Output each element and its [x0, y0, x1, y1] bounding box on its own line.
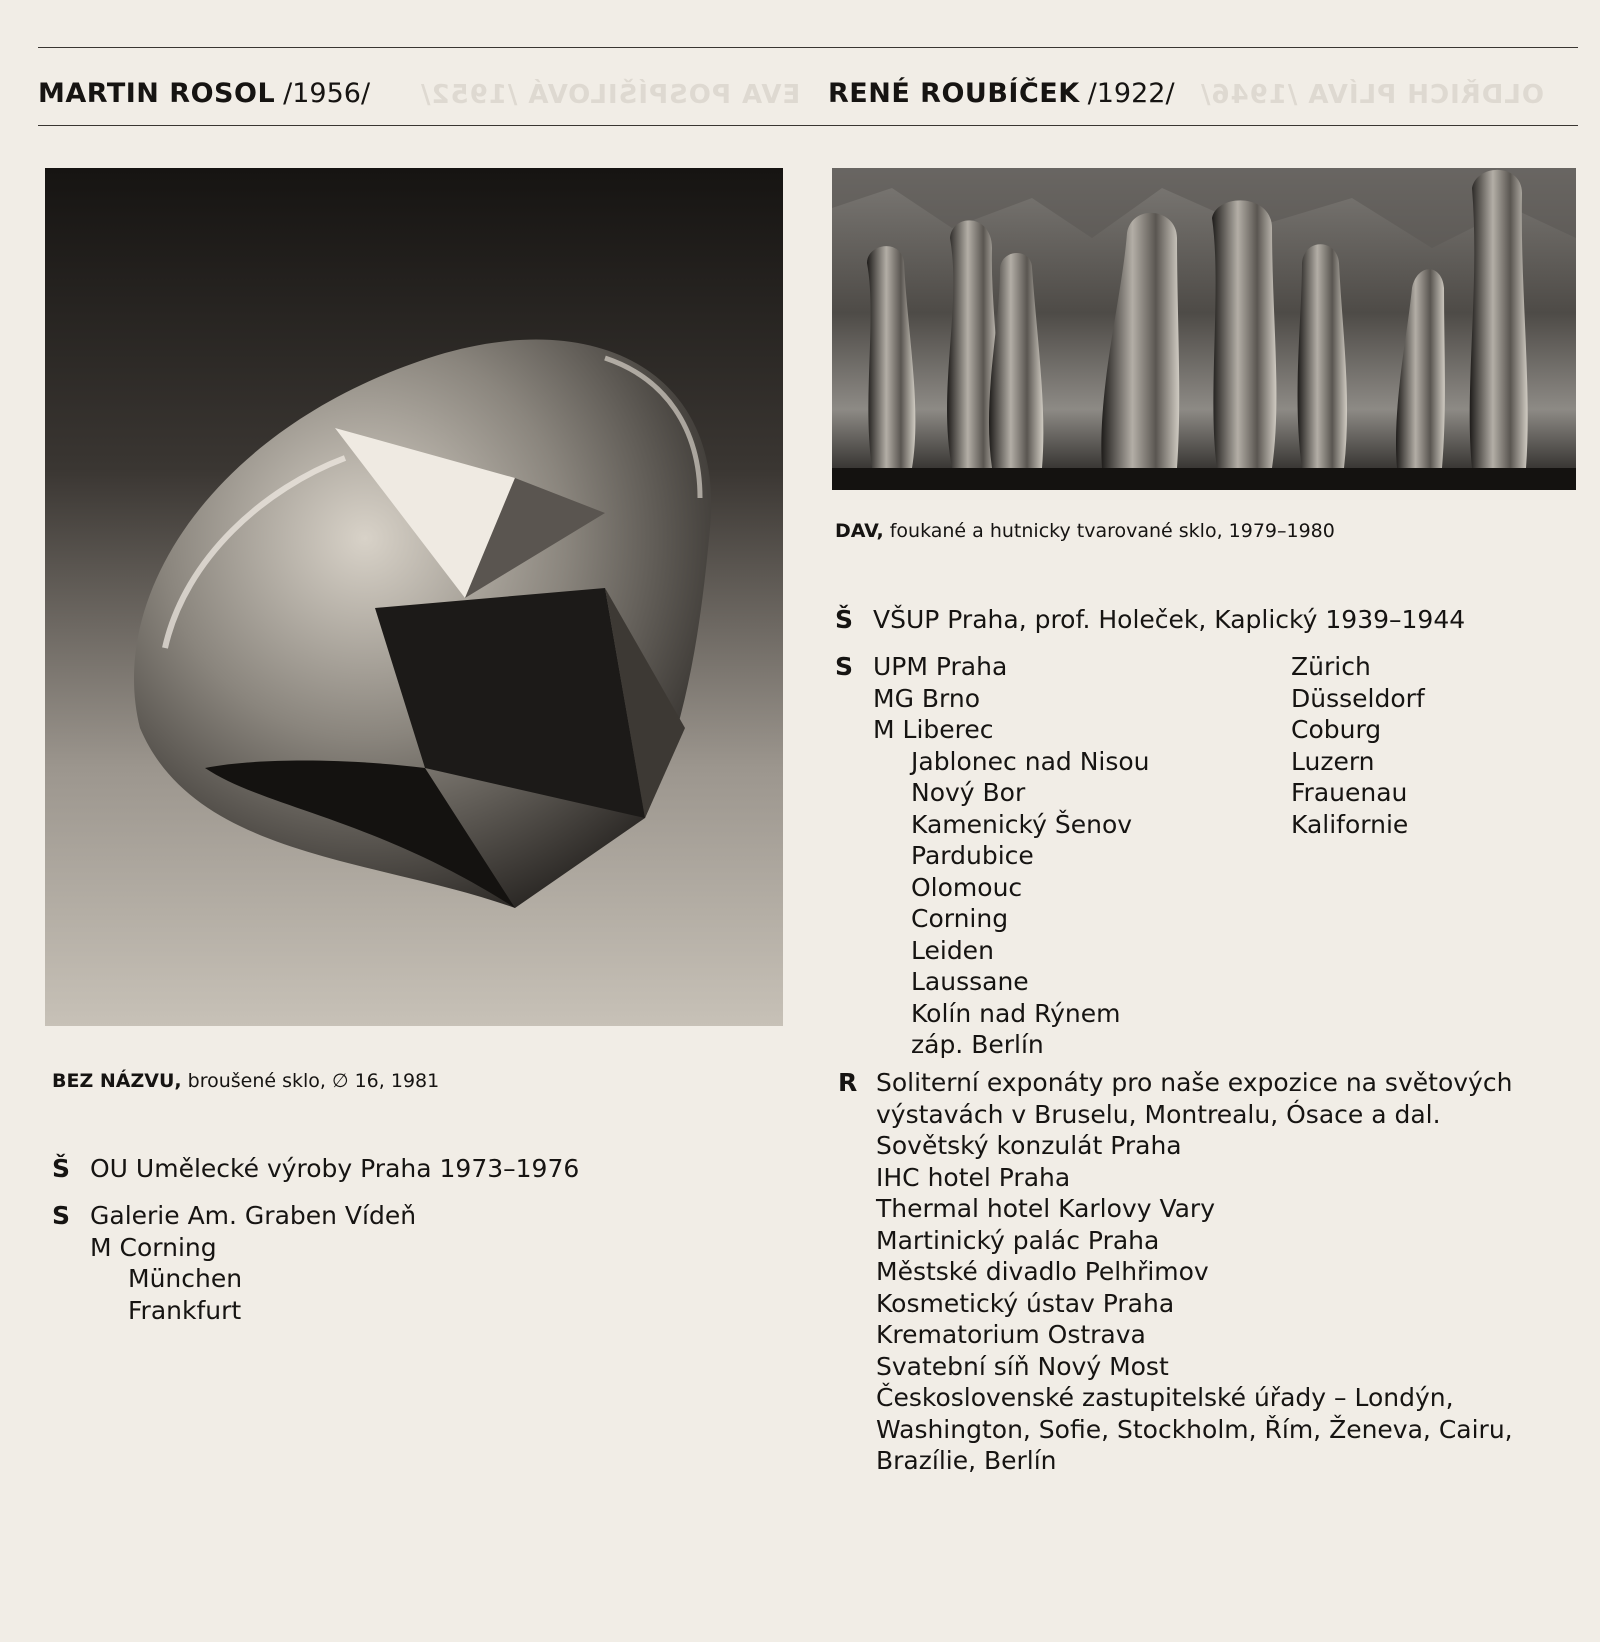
left-artist-name: MARTIN ROSOL: [38, 78, 276, 109]
list-item: Kalifornie: [1291, 809, 1409, 839]
list-item: Kolín nad Rýnem: [911, 998, 1121, 1028]
list-item: Leiden: [911, 935, 994, 965]
list-item: Frauenau: [1291, 778, 1408, 807]
list-item: Frankfurt: [128, 1295, 242, 1325]
right-collections-letter: S: [835, 652, 854, 681]
ghost-heading-right: OLDŘICH PLÍVA /1946/: [1200, 80, 1545, 110]
right-dav-photo: [832, 168, 1576, 490]
list-item: Coburg: [1291, 715, 1382, 744]
left-sculpture-photo: [45, 168, 783, 1026]
list-item: Luzern: [1291, 746, 1375, 776]
list-item: Svatební síň Nový Most: [876, 1351, 1169, 1381]
list-item: Sovětský konzulát Praha: [876, 1131, 1182, 1160]
list-item: Soliterní exponáty pro naše expozice na světových: [876, 1068, 1513, 1097]
right-artist-heading: [828, 78, 1175, 109]
left-collections-entry: [52, 1200, 416, 1326]
right-artist-name: RENÉ ROUBÍČEK: [828, 78, 1080, 109]
list-item: záp. Berlín: [911, 1030, 1044, 1059]
list-item: Kamenický Šenov: [911, 809, 1133, 839]
right-photo-caption: [835, 520, 1335, 542]
list-item: IHC hotel Praha: [876, 1162, 1071, 1192]
right-collections-column-2: [1291, 651, 1425, 840]
right-collection-m: M Liberec: [873, 715, 994, 744]
ghost-heading-left: EVA POSPÍŠILOVÁ /1952/: [420, 80, 801, 110]
list-item: Olomouc: [911, 872, 1023, 902]
list-item: Kosmetický ústav Praha: [876, 1288, 1175, 1318]
right-caption-title: DAV,: [835, 520, 884, 542]
list-item: Městské divadlo Pelhřimov: [876, 1257, 1209, 1286]
left-artist-heading: [38, 78, 370, 109]
right-collection-second: MG Brno: [873, 683, 981, 713]
list-item: Laussane: [911, 967, 1029, 996]
left-caption-details: broušené sklo, ∅ 16, 1981: [187, 1070, 440, 1092]
list-item: Martinický palác Praha: [876, 1225, 1160, 1255]
left-collection-first: Galerie Am. Graben Vídeň: [90, 1201, 417, 1230]
right-studies-text: VŠUP Praha, prof. Holeček, Kaplický 1939–1944: [873, 605, 1466, 634]
list-item: Jablonec nad Nisou: [911, 746, 1150, 776]
right-collection-first: UPM Praha: [873, 652, 1008, 681]
left-collection-m: M Corning: [90, 1232, 217, 1262]
list-item: Nový Bor: [911, 778, 1026, 807]
left-collections-letter: S: [52, 1201, 71, 1230]
right-studies-entry: [835, 604, 1465, 636]
left-artist-year: /1956/: [283, 78, 371, 109]
right-realizations-letter: R: [838, 1068, 858, 1097]
right-collections-entry: [835, 651, 1150, 1061]
right-caption-details: foukané a hutnicky tvarované sklo, 1979–1980: [889, 520, 1335, 542]
right-artist-year: /1922/: [1087, 78, 1175, 109]
left-studies-text: OU Umělecké výroby Praha 1973–1976: [90, 1154, 580, 1183]
list-item: Thermal hotel Karlovy Vary: [876, 1194, 1216, 1223]
left-studies-letter: Š: [52, 1154, 71, 1183]
list-item: Brazílie, Berlín: [876, 1446, 1057, 1475]
list-item: Düsseldorf: [1291, 683, 1425, 713]
left-studies-entry: [52, 1153, 579, 1185]
list-item: Pardubice: [911, 841, 1034, 870]
right-studies-letter: Š: [835, 605, 854, 634]
left-photo-caption: [52, 1070, 439, 1092]
left-caption-title: BEZ NÁZVU,: [52, 1070, 182, 1092]
top-rule: [38, 47, 1578, 48]
list-item: výstavách v Bruselu, Montrealu, Ósace a dal.: [876, 1099, 1441, 1129]
list-item: Krematorium Ostrava: [876, 1320, 1146, 1349]
list-item: Československé zastupitelské úřady – Londýn,: [876, 1383, 1454, 1412]
right-realizations-entry: [838, 1067, 1513, 1477]
list-item: Corning: [911, 904, 1009, 933]
list-item: Washington, Sofie, Stockholm, Řím, Ženeva, Cairu,: [876, 1414, 1513, 1444]
header-rule: [38, 125, 1578, 126]
list-item: Zürich: [1291, 652, 1371, 681]
list-item: München: [128, 1264, 243, 1293]
